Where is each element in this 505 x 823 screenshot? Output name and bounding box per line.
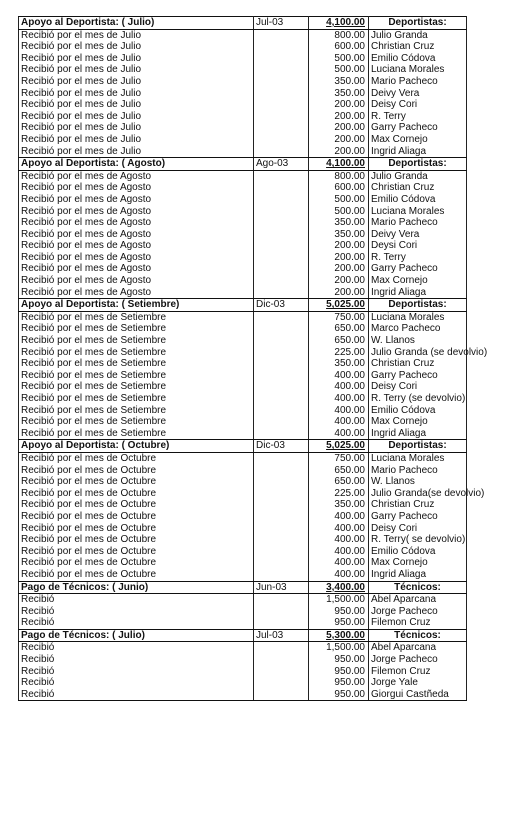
ledger-row — [19, 347, 467, 359]
row-amount: 500.00 — [309, 53, 369, 65]
row-concept: Recibió por el mes de Octubre — [19, 452, 254, 464]
ledger-row — [19, 606, 467, 618]
row-date-cell — [254, 287, 309, 299]
ledger-row — [19, 194, 467, 206]
row-recipient: Emilio Códova — [369, 53, 467, 65]
row-date-cell — [254, 29, 309, 41]
row-amount: 400.00 — [309, 511, 369, 523]
ledger-row — [19, 523, 467, 535]
row-concept: Recibió por el mes de Julio — [19, 99, 254, 111]
row-recipient: Luciana Morales — [369, 64, 467, 76]
ledger-row — [19, 311, 467, 323]
row-date-cell — [254, 488, 309, 500]
row-concept: Recibió — [19, 617, 254, 629]
row-date-cell — [254, 335, 309, 347]
row-recipient: Luciana Morales — [369, 452, 467, 464]
section-label: Técnicos: — [369, 581, 467, 594]
ledger-row — [19, 452, 467, 464]
section-label: Deportistas: — [369, 17, 467, 30]
row-amount: 650.00 — [309, 465, 369, 477]
row-concept: Recibió por el mes de Octubre — [19, 569, 254, 581]
ledger-row — [19, 252, 467, 264]
ledger-row — [19, 546, 467, 558]
row-recipient: Deisy Cori — [369, 523, 467, 535]
row-date-cell — [254, 64, 309, 76]
ledger-row — [19, 594, 467, 606]
ledger-row — [19, 76, 467, 88]
row-recipient: Julio Granda — [369, 29, 467, 41]
row-concept: Recibió por el mes de Agosto — [19, 240, 254, 252]
row-concept: Recibió por el mes de Setiembre — [19, 311, 254, 323]
row-amount: 650.00 — [309, 335, 369, 347]
row-recipient: Deysi Cori — [369, 240, 467, 252]
section-header — [19, 299, 467, 312]
ledger-row — [19, 99, 467, 111]
row-concept: Recibió por el mes de Agosto — [19, 206, 254, 218]
row-recipient: Jorge Pacheco — [369, 606, 467, 618]
row-date-cell — [254, 511, 309, 523]
section-title: Apoyo al Deportista: ( Setiembre) — [19, 299, 254, 312]
row-concept: Recibió por el mes de Agosto — [19, 217, 254, 229]
section-title: Pago de Técnicos: ( Junio) — [19, 581, 254, 594]
row-recipient: Mario Pacheco — [369, 76, 467, 88]
ledger-row — [19, 499, 467, 511]
row-concept: Recibió por el mes de Setiembre — [19, 370, 254, 382]
ledger-row — [19, 381, 467, 393]
ledger-row — [19, 206, 467, 218]
row-date-cell — [254, 252, 309, 264]
row-recipient: Ingrid Aliaga — [369, 569, 467, 581]
row-recipient: Luciana Morales — [369, 311, 467, 323]
row-recipient: Christian Cruz — [369, 499, 467, 511]
row-recipient: Max Cornejo — [369, 416, 467, 428]
row-recipient: Emilio Códova — [369, 546, 467, 558]
row-date-cell — [254, 122, 309, 134]
row-recipient: R. Terry (se devolvio) — [369, 393, 467, 405]
row-concept: Recibió por el mes de Agosto — [19, 194, 254, 206]
section-total: 4,100.00 — [309, 158, 369, 171]
row-concept: Recibió — [19, 642, 254, 654]
row-date-cell — [254, 677, 309, 689]
row-amount: 400.00 — [309, 405, 369, 417]
row-amount: 950.00 — [309, 689, 369, 701]
row-date-cell — [254, 170, 309, 182]
row-date-cell — [254, 546, 309, 558]
row-recipient: Luciana Morales — [369, 206, 467, 218]
row-amount: 350.00 — [309, 217, 369, 229]
row-amount: 400.00 — [309, 393, 369, 405]
row-date-cell — [254, 465, 309, 477]
row-concept: Recibió por el mes de Agosto — [19, 275, 254, 287]
row-date-cell — [254, 405, 309, 417]
row-amount: 200.00 — [309, 240, 369, 252]
row-date-cell — [254, 76, 309, 88]
row-amount: 400.00 — [309, 557, 369, 569]
section-label: Deportistas: — [369, 440, 467, 453]
row-amount: 400.00 — [309, 534, 369, 546]
row-concept: Recibió por el mes de Julio — [19, 41, 254, 53]
row-amount: 350.00 — [309, 76, 369, 88]
row-date-cell — [254, 53, 309, 65]
ledger-row — [19, 393, 467, 405]
section-date: Jul-03 — [254, 629, 309, 642]
row-concept: Recibió por el mes de Setiembre — [19, 405, 254, 417]
row-date-cell — [254, 311, 309, 323]
row-recipient: Garry Pacheco — [369, 263, 467, 275]
row-date-cell — [254, 606, 309, 618]
row-date-cell — [254, 428, 309, 440]
row-date-cell — [254, 240, 309, 252]
row-concept: Recibió por el mes de Julio — [19, 76, 254, 88]
row-date-cell — [254, 557, 309, 569]
row-recipient: Deisy Cori — [369, 381, 467, 393]
row-recipient: Jorge Yale — [369, 677, 467, 689]
section-date: Jun-03 — [254, 581, 309, 594]
row-concept: Recibió por el mes de Agosto — [19, 287, 254, 299]
row-concept: Recibió por el mes de Setiembre — [19, 416, 254, 428]
section-title: Apoyo al Deportista: ( Julio) — [19, 17, 254, 30]
row-amount: 400.00 — [309, 428, 369, 440]
section-date: Dic-03 — [254, 440, 309, 453]
row-recipient: Mario Pacheco — [369, 217, 467, 229]
row-recipient: Max Cornejo — [369, 134, 467, 146]
row-recipient: Deivy Vera — [369, 88, 467, 100]
ledger-row — [19, 88, 467, 100]
row-recipient: Emilio Códova — [369, 405, 467, 417]
row-concept: Recibió por el mes de Julio — [19, 53, 254, 65]
row-amount: 400.00 — [309, 370, 369, 382]
row-date-cell — [254, 275, 309, 287]
section-title: Apoyo al Deportista: ( Octubre) — [19, 440, 254, 453]
ledger-row — [19, 146, 467, 158]
ledger-row — [19, 488, 467, 500]
row-concept: Recibió — [19, 654, 254, 666]
row-date-cell — [254, 499, 309, 511]
ledger-row — [19, 370, 467, 382]
row-recipient: R. Terry — [369, 252, 467, 264]
ledger-row — [19, 323, 467, 335]
row-concept: Recibió por el mes de Agosto — [19, 170, 254, 182]
row-amount: 225.00 — [309, 488, 369, 500]
row-concept: Recibió por el mes de Setiembre — [19, 323, 254, 335]
row-concept: Recibió por el mes de Julio — [19, 64, 254, 76]
ledger-row — [19, 654, 467, 666]
row-recipient: Max Cornejo — [369, 275, 467, 287]
row-amount: 400.00 — [309, 546, 369, 558]
row-amount: 200.00 — [309, 99, 369, 111]
row-concept: Recibió por el mes de Setiembre — [19, 358, 254, 370]
ledger-row — [19, 287, 467, 299]
row-concept: Recibió por el mes de Octubre — [19, 499, 254, 511]
row-concept: Recibió por el mes de Setiembre — [19, 335, 254, 347]
row-concept: Recibió por el mes de Setiembre — [19, 381, 254, 393]
row-recipient: Filemon Cruz — [369, 617, 467, 629]
row-date-cell — [254, 476, 309, 488]
row-date-cell — [254, 358, 309, 370]
section-label: Deportistas: — [369, 158, 467, 171]
row-concept: Recibió — [19, 689, 254, 701]
row-amount: 200.00 — [309, 134, 369, 146]
row-recipient: Marco Pacheco — [369, 323, 467, 335]
ledger-row — [19, 405, 467, 417]
row-amount: 500.00 — [309, 64, 369, 76]
section-date: Ago-03 — [254, 158, 309, 171]
row-amount: 750.00 — [309, 311, 369, 323]
row-concept: Recibió por el mes de Octubre — [19, 476, 254, 488]
section-date: Jul-03 — [254, 17, 309, 30]
row-date-cell — [254, 217, 309, 229]
section-title: Apoyo al Deportista: ( Agosto) — [19, 158, 254, 171]
row-amount: 500.00 — [309, 206, 369, 218]
row-recipient: Filemon Cruz — [369, 666, 467, 678]
ledger-row — [19, 416, 467, 428]
row-recipient: Christian Cruz — [369, 41, 467, 53]
row-amount: 200.00 — [309, 252, 369, 264]
ledger-row — [19, 41, 467, 53]
section-date: Dic-03 — [254, 299, 309, 312]
ledger-row — [19, 240, 467, 252]
row-recipient: Ingrid Aliaga — [369, 146, 467, 158]
row-amount: 350.00 — [309, 88, 369, 100]
row-concept: Recibió — [19, 594, 254, 606]
row-concept: Recibió — [19, 677, 254, 689]
row-recipient: Ingrid Aliaga — [369, 428, 467, 440]
row-recipient: Ingrid Aliaga — [369, 287, 467, 299]
row-date-cell — [254, 194, 309, 206]
section-total: 5,025.00 — [309, 299, 369, 312]
row-concept: Recibió por el mes de Octubre — [19, 546, 254, 558]
payment-ledger — [18, 16, 488, 701]
row-concept: Recibió por el mes de Octubre — [19, 511, 254, 523]
row-recipient: Emilio Códova — [369, 194, 467, 206]
row-concept: Recibió por el mes de Julio — [19, 88, 254, 100]
row-concept: Recibió por el mes de Octubre — [19, 523, 254, 535]
row-date-cell — [254, 654, 309, 666]
row-recipient: Abel Aparcana — [369, 594, 467, 606]
row-date-cell — [254, 689, 309, 701]
row-date-cell — [254, 642, 309, 654]
row-recipient: Abel Aparcana — [369, 642, 467, 654]
row-recipient: Deisy Cori — [369, 99, 467, 111]
row-concept: Recibió por el mes de Octubre — [19, 557, 254, 569]
ledger-row — [19, 275, 467, 287]
section-label: Deportistas: — [369, 299, 467, 312]
row-recipient: Garry Pacheco — [369, 511, 467, 523]
row-concept: Recibió por el mes de Julio — [19, 146, 254, 158]
row-date-cell — [254, 347, 309, 359]
row-date-cell — [254, 88, 309, 100]
row-amount: 1,500.00 — [309, 642, 369, 654]
row-date-cell — [254, 99, 309, 111]
row-recipient: Mario Pacheco — [369, 465, 467, 477]
row-date-cell — [254, 111, 309, 123]
row-amount: 950.00 — [309, 606, 369, 618]
row-date-cell — [254, 206, 309, 218]
ledger-row — [19, 182, 467, 194]
ledger-row — [19, 170, 467, 182]
row-amount: 650.00 — [309, 476, 369, 488]
ledger-row — [19, 111, 467, 123]
ledger-row — [19, 358, 467, 370]
ledger-row — [19, 689, 467, 701]
ledger-row — [19, 465, 467, 477]
section-header — [19, 581, 467, 594]
row-concept: Recibió por el mes de Octubre — [19, 534, 254, 546]
row-concept: Recibió por el mes de Setiembre — [19, 428, 254, 440]
row-amount: 950.00 — [309, 677, 369, 689]
ledger-row — [19, 229, 467, 241]
ledger-row — [19, 511, 467, 523]
row-date-cell — [254, 263, 309, 275]
row-date-cell — [254, 41, 309, 53]
section-title: Pago de Técnicos: ( Julio) — [19, 629, 254, 642]
ledger-row — [19, 428, 467, 440]
row-recipient: Julio Granda — [369, 170, 467, 182]
section-total: 5,300.00 — [309, 629, 369, 642]
row-amount: 350.00 — [309, 499, 369, 511]
row-recipient: Deivy Vera — [369, 229, 467, 241]
row-date-cell — [254, 523, 309, 535]
row-recipient: Christian Cruz — [369, 358, 467, 370]
ledger-row — [19, 134, 467, 146]
row-date-cell — [254, 370, 309, 382]
row-concept: Recibió — [19, 606, 254, 618]
row-date-cell — [254, 452, 309, 464]
row-amount: 400.00 — [309, 569, 369, 581]
ledger-row — [19, 666, 467, 678]
ledger-row — [19, 476, 467, 488]
row-concept: Recibió por el mes de Agosto — [19, 229, 254, 241]
row-recipient: Julio Granda (se devolvio) — [369, 347, 467, 359]
row-concept: Recibió por el mes de Setiembre — [19, 393, 254, 405]
row-recipient: Garry Pacheco — [369, 122, 467, 134]
section-total: 4,100.00 — [309, 17, 369, 30]
row-amount: 950.00 — [309, 654, 369, 666]
ledger-row — [19, 642, 467, 654]
row-recipient: Garry Pacheco — [369, 370, 467, 382]
row-recipient: R. Terry — [369, 111, 467, 123]
row-amount: 350.00 — [309, 229, 369, 241]
row-amount: 225.00 — [309, 347, 369, 359]
ledger-row — [19, 677, 467, 689]
ledger-row — [19, 557, 467, 569]
row-date-cell — [254, 569, 309, 581]
ledger-row — [19, 64, 467, 76]
section-header — [19, 17, 467, 30]
row-amount: 400.00 — [309, 523, 369, 535]
row-concept: Recibió — [19, 666, 254, 678]
row-recipient: Max Cornejo — [369, 557, 467, 569]
row-recipient: Giorgui Castñeda — [369, 689, 467, 701]
row-concept: Recibió por el mes de Octubre — [19, 488, 254, 500]
ledger-body — [19, 17, 488, 701]
ledger-row — [19, 122, 467, 134]
row-concept: Recibió por el mes de Octubre — [19, 465, 254, 477]
section-total: 3,400.00 — [309, 581, 369, 594]
row-amount: 200.00 — [309, 263, 369, 275]
row-amount: 200.00 — [309, 111, 369, 123]
ledger-row — [19, 263, 467, 275]
row-recipient: R. Terry( se devolvio) — [369, 534, 467, 546]
row-date-cell — [254, 229, 309, 241]
ledger-row — [19, 617, 467, 629]
row-date-cell — [254, 534, 309, 546]
row-amount: 200.00 — [309, 122, 369, 134]
row-amount: 200.00 — [309, 146, 369, 158]
row-concept: Recibió por el mes de Julio — [19, 111, 254, 123]
row-concept: Recibió por el mes de Julio — [19, 134, 254, 146]
row-date-cell — [254, 381, 309, 393]
row-concept: Recibió por el mes de Agosto — [19, 263, 254, 275]
row-concept: Recibió por el mes de Agosto — [19, 182, 254, 194]
row-amount: 600.00 — [309, 41, 369, 53]
section-header — [19, 440, 467, 453]
ledger-row — [19, 53, 467, 65]
row-amount: 400.00 — [309, 416, 369, 428]
section-total: 5,025.00 — [309, 440, 369, 453]
row-amount: 950.00 — [309, 666, 369, 678]
row-date-cell — [254, 323, 309, 335]
row-date-cell — [254, 393, 309, 405]
row-date-cell — [254, 146, 309, 158]
ledger-row — [19, 534, 467, 546]
row-concept: Recibió por el mes de Julio — [19, 122, 254, 134]
row-recipient: Christian Cruz — [369, 182, 467, 194]
row-date-cell — [254, 182, 309, 194]
section-header — [19, 158, 467, 171]
row-amount: 200.00 — [309, 287, 369, 299]
row-amount: 500.00 — [309, 194, 369, 206]
row-amount: 800.00 — [309, 29, 369, 41]
row-amount: 1,500.00 — [309, 594, 369, 606]
row-amount: 750.00 — [309, 452, 369, 464]
row-date-cell — [254, 134, 309, 146]
ledger-table — [18, 16, 488, 701]
row-recipient: W. Llanos — [369, 335, 467, 347]
row-amount: 950.00 — [309, 617, 369, 629]
row-amount: 400.00 — [309, 381, 369, 393]
row-concept: Recibió por el mes de Julio — [19, 29, 254, 41]
row-recipient: Jorge Pacheco — [369, 654, 467, 666]
ledger-row — [19, 335, 467, 347]
section-label: Técnicos: — [369, 629, 467, 642]
row-recipient: Julio Granda(se devolvio) — [369, 488, 467, 500]
row-amount: 800.00 — [309, 170, 369, 182]
row-amount: 600.00 — [309, 182, 369, 194]
row-amount: 200.00 — [309, 275, 369, 287]
row-date-cell — [254, 416, 309, 428]
ledger-row — [19, 569, 467, 581]
row-concept: Recibió por el mes de Agosto — [19, 252, 254, 264]
row-recipient: W. Llanos — [369, 476, 467, 488]
section-header — [19, 629, 467, 642]
row-amount: 350.00 — [309, 358, 369, 370]
row-amount: 650.00 — [309, 323, 369, 335]
row-date-cell — [254, 594, 309, 606]
ledger-row — [19, 29, 467, 41]
row-date-cell — [254, 666, 309, 678]
ledger-row — [19, 217, 467, 229]
row-date-cell — [254, 617, 309, 629]
row-concept: Recibió por el mes de Setiembre — [19, 347, 254, 359]
